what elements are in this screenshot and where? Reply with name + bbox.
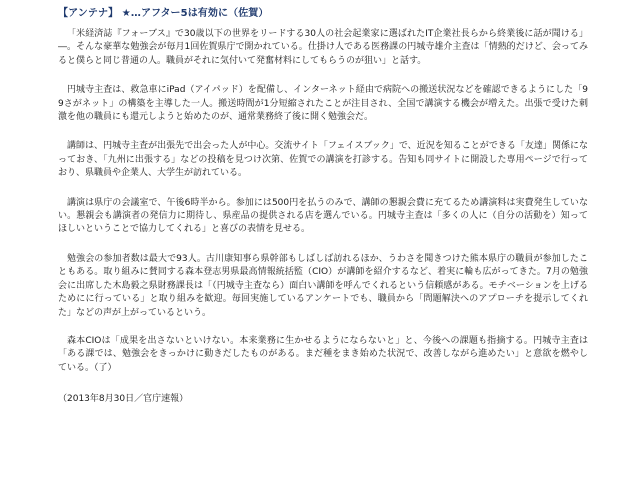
article-paragraph: 勉強会の参加者数は最大で93人。古川康知事ら県幹部もしばしば訪れるほか、うわさを聞きつけた熊本県庁の職員が参加したこともある。取り組みに賛同する森本登志男県最高情報統括監（CIO）が講師を紹介するなど、着実に輪も広がってきた。7月の勉強会に出席した木島毅之県財務課長は「（円城寺主査なら）面白い講師を呼んでくれるという信頼感がある。モチベーションを上げるためにに行っている」と取り組みを歓迎。毎回実施しているアンケートでも、職員から「問題解決へのアプローチを提示してくれた」などの声が上がっているという。: [58, 253, 588, 318]
article-paragraph: 講演は県庁の会議室で、午後6時半から。参加には500円を払うのみで、講師の懇親会費に充てるため講演料は実費発生していない。懇親会も講演者の発信力に期待し、県産品の提供される店を選んでいる。円城寺主査は「多くの人に（自分の活動を）知ってほしいということで協力してくれる」と喜びの表情を見せる。: [58, 197, 588, 235]
article-paragraph: 講師は、円城寺主査が出張先で出会った人が中心。交流サイト「フェイスブック」で、近況を知ることができる「友達」関係になっておき、「九州に出張する」などの投稿を見つけ次第、佐賀での講演を打診する。告知も同サイトに開設した専用ページで行っており、県職員や企業人、大学生が訪れている。: [58, 141, 588, 179]
article-paragraph: 円城寺主査は、救急車にiPad（アイパッド）を配備し、インターネット経由で病院への搬送状況などを確認できるようにした「99さがネット」の構築を主導した一人。搬送時間が1分短縮されたことが注目され、全国で講演する機会が増えた。出張で受けた刺激を他の職員にも還元しようと始めたのが、通常業務終了後に開く勉強会だ。: [58, 85, 588, 123]
article-byline: （2013年8月30日／官庁速報）: [58, 394, 189, 405]
article-body: [58, 28, 588, 406]
article-headline: 【アンテナ】 ★…アフター5は有効に（佐賀）: [58, 8, 269, 19]
article-paragraph: 森本CIOは「成果を出さないといけない。本来業務に生かせるようにならないと」と、今後への課題も指摘する。円城寺主査は「ある課では、勉強会をきっかけに動きだしたものがある。まだ種をまき始めた状況で、改善しながら進めたい」と意欲を燃やしている。（了）: [58, 335, 588, 373]
article-paragraph: 「米経済誌『フォーブス』で30歳以下の世界をリードする30人の社会起業家に選ばれたIT企業社長らから終業後に話が聞ける」―。そんな豪華な勉強会が毎月1回佐賀県庁で開かれている。仕掛け人である医務課の円城寺雄介主査は「情熱的だけど、会ってみると僕らと同じ普通の人。職員がそれに気付いて発奮材料にしてもらうのが狙い」と話す。: [58, 29, 588, 66]
